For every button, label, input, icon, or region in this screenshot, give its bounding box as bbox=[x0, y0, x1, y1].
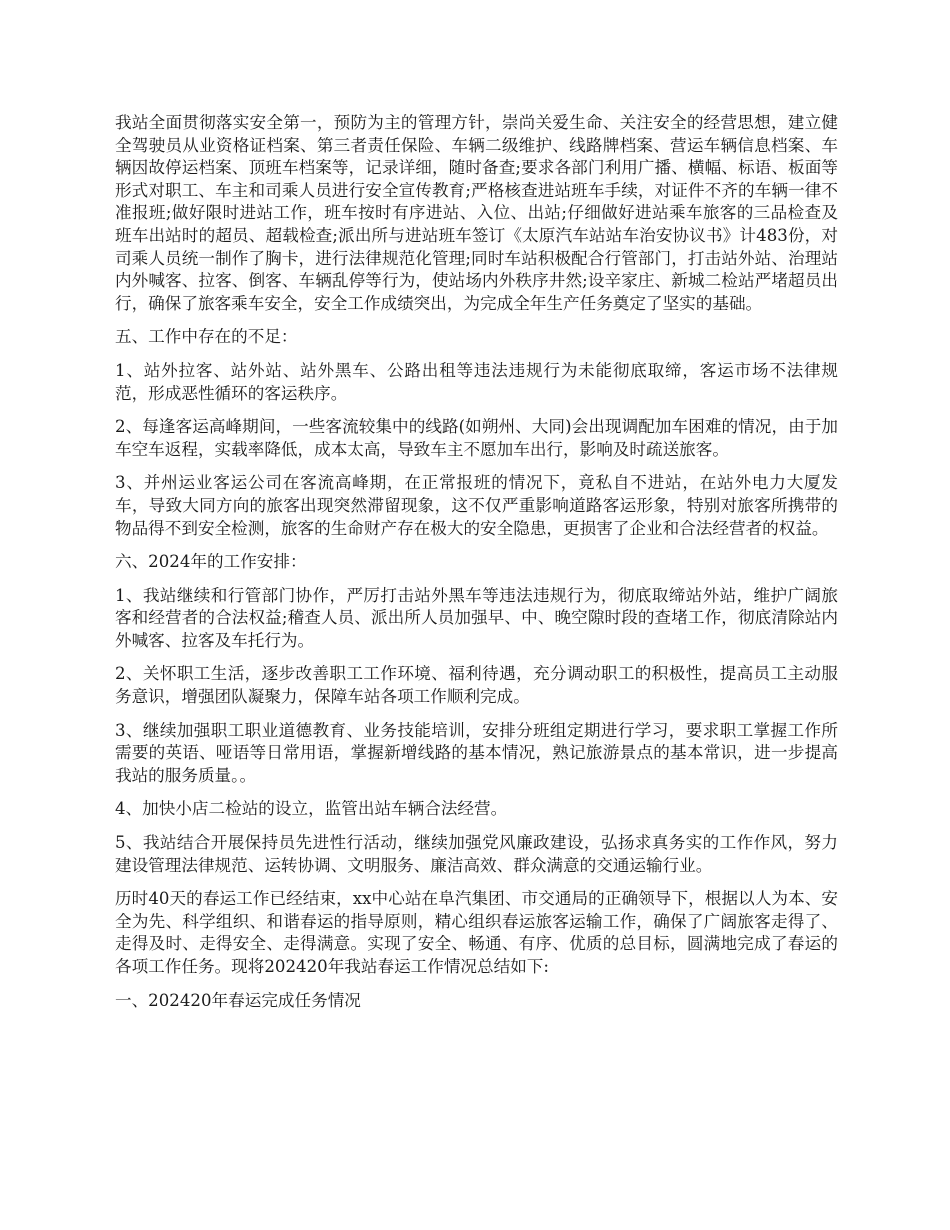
paragraph-plan-4: 4、加快小店二检站的设立，监管出站车辆合法经营。 bbox=[115, 799, 508, 819]
paragraph-shortcoming-2: 2、每逢客运高峰期间，一些客流较集中的线路(如朔州、大同)会出现调配加车困难的情况，由于加车空车返程，实载率降低，成本太高，导致车主不愿加车出行，影响及时疏送旅客。 bbox=[115, 417, 838, 459]
paragraph-shortcoming-1: 1、站外拉客、站外站、站外黑车、公路出租等违法违规行为未能彻底取缔，客运市场不法律规范，形成恶性循环的客运秩序。 bbox=[115, 360, 838, 403]
paragraph-plan-5: 5、我站结合开展保持员先进性行活动，继续加强党风廉政建设，弘扬求真务实的工作作风，努力建设管理法律规范、运转协调、文明服务、廉洁高效、群众满意的交通运输行业。 bbox=[115, 833, 838, 875]
heading-shortcomings: 五、工作中存在的不足： bbox=[115, 327, 298, 347]
heading-work-plan-2024: 六、2024年的工作安排： bbox=[115, 552, 307, 572]
paragraph-spring-transport-intro: 历时40天的春运工作已经结束，xx中心站在阜汽集团、市交通局的正确领导下，根据以人为本、安全为先、科学组织、和谐春运的指导原则，精心组织春运旅客运输工作，确保了广阔旅客走得了、走得及时、走得安全、走得满意。实现了安全、畅通、有序、优质的总目标，圆满地完成了春运的各项工作任务。现将202420年我站春运工作情况总结如下: bbox=[115, 889, 838, 976]
paragraph-plan-1: 1、我站继续和行管部门协作，严厉打击站外黑车等违法违规行为，彻底取缔站外站，维护广阔旅客和经营者的合法权益;稽查人员、派出所人员加强早、中、晚空隙时段的查堵工作，彻底清除站内外喊客、拉客及车托行为。 bbox=[115, 585, 838, 650]
paragraph-plan-2: 2、关怀职工生活，逐步改善职工工作环境、福利待遇，充分调动职工的积极性，提高员工主动服务意识，增强团队凝聚力，保障车站各项工作顺利完成。 bbox=[115, 664, 838, 707]
paragraph-shortcoming-3: 3、并州运业客运公司在客流高峰期，在正常报班的情况下，竟私自不进站，在站外电力大厦发车，导致大同方向的旅客出现突然滞留现象，这不仅严重影响道路客运形象，特别对旅客所携带的物品得不到安全检测，旅客的生命财产存在极大的安全隐患，更损害了企业和合法经营者的权益。 bbox=[115, 473, 838, 538]
paragraph-plan-3: 3、继续加强职工职业道德教育、业务技能培训，安排分班组定期进行学习，要求职工掌握工作所需要的英语、哑语等日常用语，掌握新增线路的基本情况，熟记旅游景点的基本常识，进一步提高我站的服务质量。。 bbox=[115, 720, 838, 785]
paragraph-safety-management: 我站全面贯彻落实安全第一，预防为主的管理方针，崇尚关爱生命、关注安全的经营思想，建立健全驾驶员从业资格证档案、第三者责任保险、车辆二级维护、线路牌档案、营运车辆信息档案、车辆因故停运档案、顶班车档案等，记录详细，随时备查;要求各部门利用广播、横幅、标语、板面等形式对职工、车主和司乘人员进行安全宣传教育;严格核查进站班车手续，对证件不齐的车辆一律不准报班;做好限时进站工作，班车按时有序进站、入位、出站;仔细做好进站乘车旅客的三品检查及班车出站时的超员、超载检查;派出所与进站班车签订《太原汽车站站车治安协议书》计483份，对司乘人员统一制作了胸卡，进行法律规范化管理;同时车站积极配合行管部门，打击站外站、治理站内外喊客、拉客、倒客、车辆乱停等行为，使站场内外秩序井然;设辛家庄、新城二检站严堵超员出行，确保了旅客乘车安全，安全工作成绩突出，为完成全年生产任务奠定了坚实的基础。 bbox=[115, 113, 838, 313]
heading-spring-transport-tasks: 一、202420年春运完成任务情况 bbox=[115, 990, 361, 1010]
